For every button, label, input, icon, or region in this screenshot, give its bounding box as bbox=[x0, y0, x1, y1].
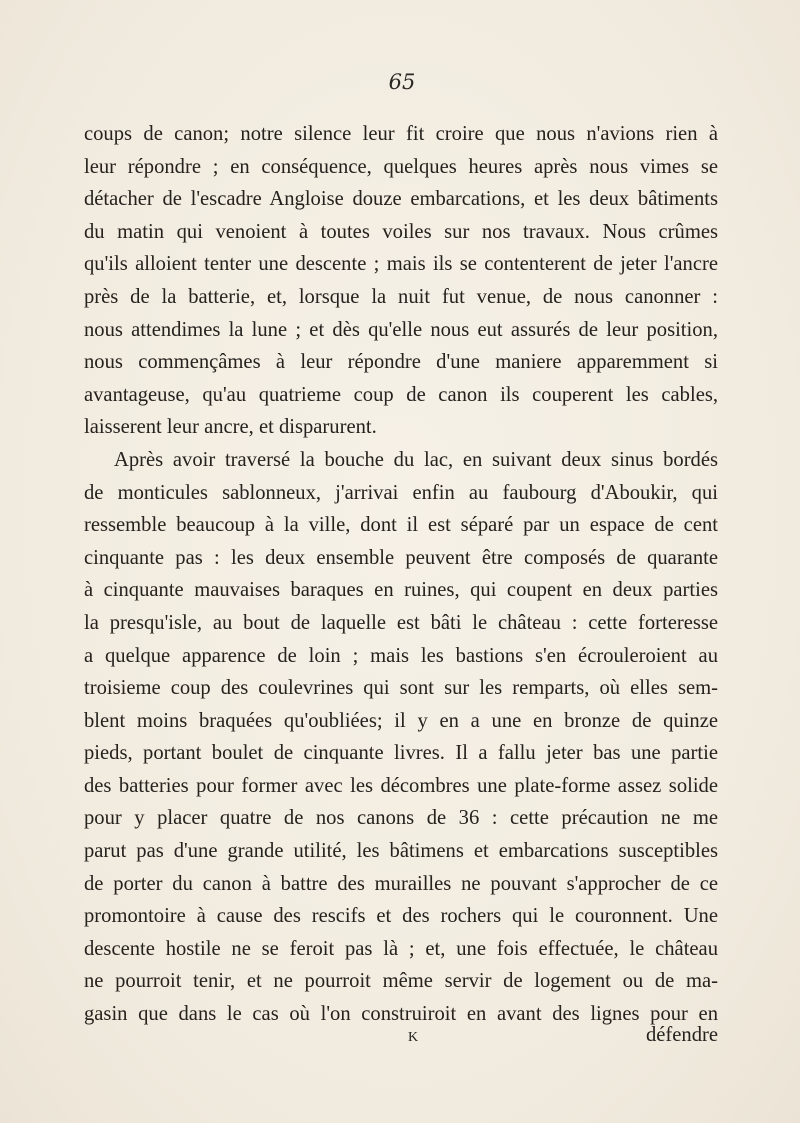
text-line: nous commençâmes à leur répondre d'une maniere apparemment si bbox=[84, 351, 718, 374]
text-line: coups de canon; notre silence leur fit croire que nous n'avions rien à bbox=[84, 123, 718, 145]
text-line: gasin que dans le cas où l'on construiroit en avant des lignes pour en bbox=[84, 1003, 718, 1026]
text-line: de monticules sablonneux, j'arrivai enfin au faubourg d'Aboukir, qui bbox=[84, 481, 718, 504]
page-footer bbox=[84, 1024, 718, 1052]
text-line: laisserent leur ancre, et disparurent. bbox=[84, 416, 377, 439]
text-line: à cinquante mauvaises baraques en ruines, qui coupent en deux parties bbox=[84, 579, 718, 602]
catchword: défendre bbox=[645, 1024, 718, 1046]
text-line: avantageuse, qu'au quatrieme coup de canon ils couperent les cables, bbox=[84, 383, 718, 406]
text-line: des batteries pour former avec les décombres une plate-forme assez solide bbox=[84, 774, 718, 797]
text-line: près de la batterie, et, lorsque la nuit fut venue, de nous canonner : bbox=[84, 285, 718, 308]
body-text bbox=[84, 118, 718, 1031]
text-line: nous attendimes la lune ; et dès qu'elle nous eut assurés de leur position, bbox=[84, 318, 718, 341]
text-line: pieds, portant boulet de cinquante livres. Il a fallu jeter bas une partie bbox=[84, 742, 718, 765]
text-line: cinquante pas : les deux ensemble peuvent être composés de quarante bbox=[84, 546, 718, 569]
text-line: troisieme coup des coulevrines qui sont sur les remparts, où elles sem- bbox=[84, 677, 718, 700]
text-line: a quelque apparence de loin ; mais les bastions s'en écrouleroient au bbox=[84, 644, 718, 667]
text-line: parut pas d'une grande utilité, les bâtimens et embarcations susceptibles bbox=[84, 840, 718, 863]
text-line: ressemble beaucoup à la ville, dont il est séparé par un espace de cent bbox=[84, 514, 718, 537]
text-line: pour y placer quatre de nos canons de 36 : cette précaution ne me bbox=[84, 807, 718, 830]
text-line: ne pourroit tenir, et ne pourroit même servir de logement ou de ma- bbox=[84, 970, 718, 993]
text-line: qu'ils alloient tenter une descente ; mais ils se contenterent de jeter l'ancre bbox=[84, 253, 718, 276]
text-line: du matin qui venoient à toutes voiles sur nos travaux. Nous crûmes bbox=[84, 220, 718, 243]
text-line: descente hostile ne se feroit pas là ; et, une fois effectuée, le château bbox=[84, 937, 718, 960]
text-line: la presqu'isle, au bout de laquelle est bâti le château : cette forteresse bbox=[84, 611, 718, 634]
text-line: leur répondre ; en conséquence, quelques heures après nous vimes se bbox=[84, 155, 718, 178]
text-line: blent moins braquées qu'oubliées; il y en a une en bronze de quinze bbox=[84, 709, 718, 732]
text-line: Après avoir traversé la bouche du lac, en suivant deux sinus bordés bbox=[114, 448, 718, 471]
page-number: 65 bbox=[388, 70, 416, 94]
text-line: promontoire à cause des rescifs et des rochers qui le couronnent. Une bbox=[84, 905, 718, 928]
text-line: de porter du canon à battre des murailles ne pouvant s'approcher de ce bbox=[84, 872, 718, 895]
text-line: détacher de l'escadre Angloise douze embarcations, et les deux bâtiments bbox=[84, 188, 718, 211]
signature-mark: K bbox=[408, 1030, 420, 1045]
